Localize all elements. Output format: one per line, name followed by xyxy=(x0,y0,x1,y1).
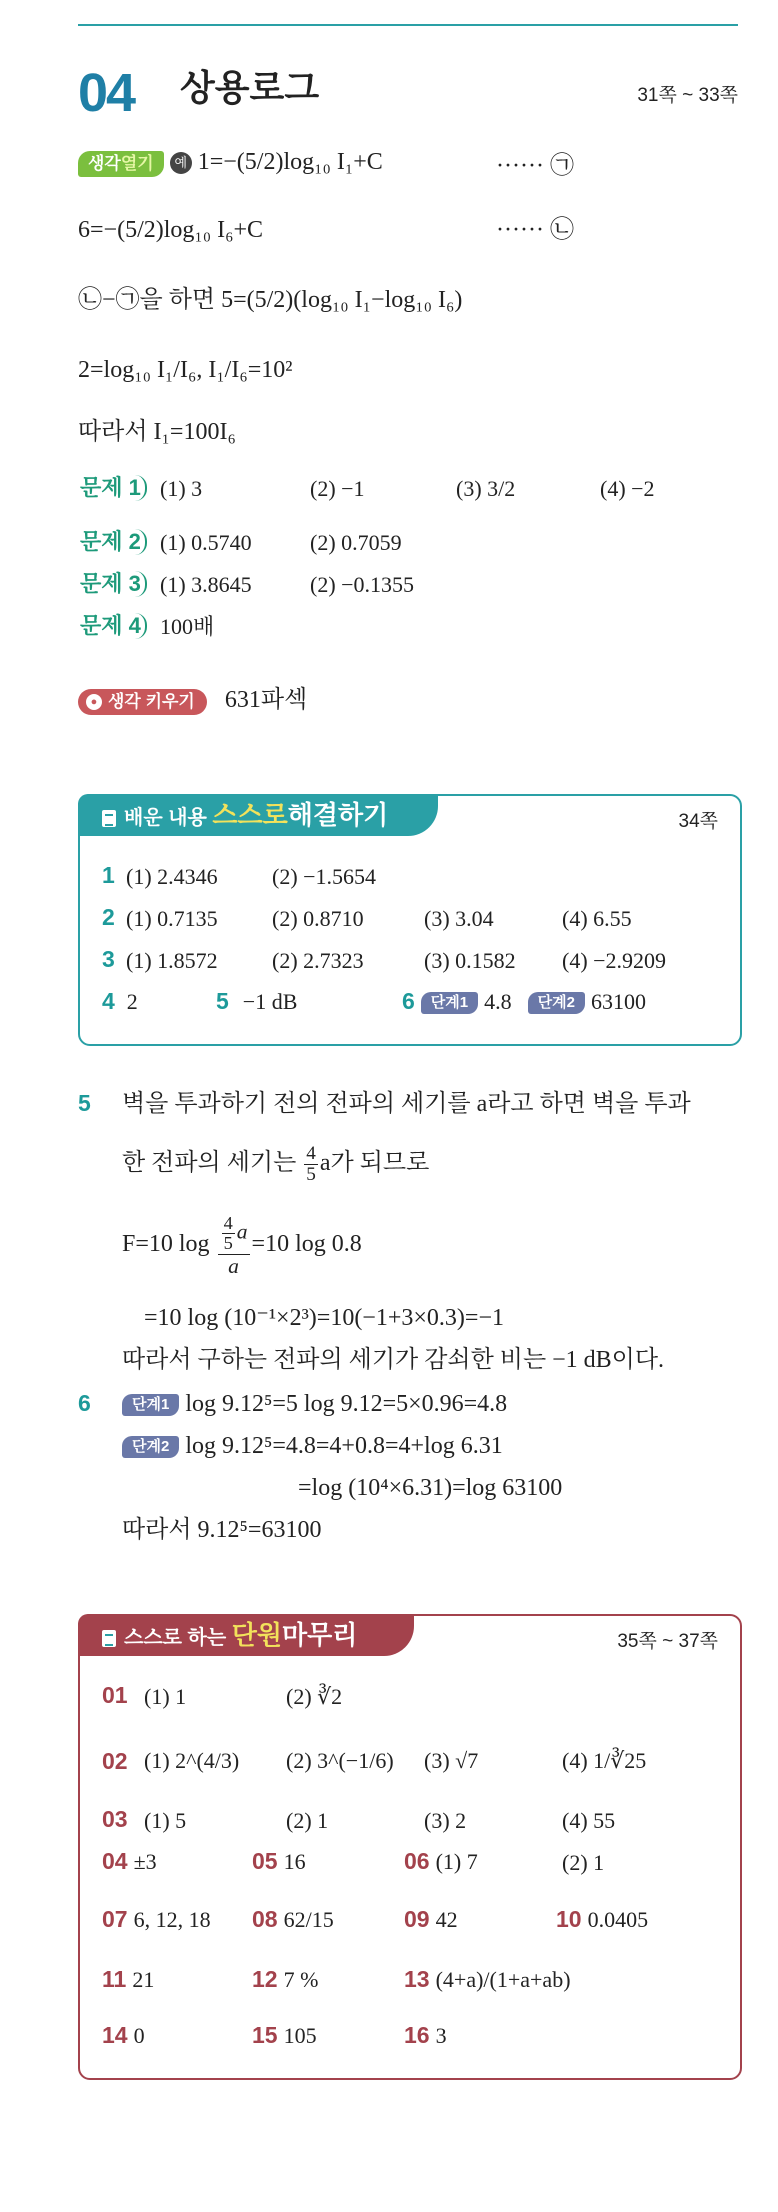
uf-13: 13 (4+a)/(1+a+ab) xyxy=(404,1966,571,1992)
exp6-step1-eq: log 9.12⁵=5 log 9.12=5×0.96=4.8 xyxy=(185,1391,508,1417)
eq1-mark: ······ ㉠ xyxy=(496,153,574,179)
problem-4-label: 문제 4 xyxy=(78,613,147,638)
self-solve-header: 배운 내용 스스로해결하기 xyxy=(78,794,438,836)
uf-03-a3: (3) 2 xyxy=(424,1808,467,1833)
exp5-conclusion: 따라서 구하는 전파의 세기가 감쇠한 비는 −1 dB이다. xyxy=(122,1347,665,1373)
ss-row-1: 1 xyxy=(102,862,115,888)
exp6-step2-eq2: =log (10⁴×6.31)=log 63100 xyxy=(298,1475,563,1501)
ss-row-3: 3 xyxy=(102,946,115,972)
problem-3-label: 문제 3 xyxy=(78,571,147,596)
exp6-step1-badge: 단계1 xyxy=(122,1394,179,1416)
exp6-step2-line xyxy=(122,1432,503,1461)
uf-08: 08 62/15 xyxy=(252,1906,334,1932)
document-icon xyxy=(102,1630,116,1647)
uf-02: 02 xyxy=(102,1748,128,1774)
p4-a1: 100배 xyxy=(160,614,215,639)
ss-q5-num: 5 xyxy=(216,988,229,1014)
ss-row-2: 2 xyxy=(102,904,115,930)
think-open-eq3-line xyxy=(78,286,462,315)
uf-10: 10 0.0405 xyxy=(556,1906,649,1932)
eq3: 5=(5/2)(log₁₀ I₁−log₁₀ I₆) xyxy=(221,287,463,313)
p1-a3: (3) 3/2 xyxy=(456,476,516,501)
uf-12: 12 7 % xyxy=(252,1966,319,1992)
eq2-mark: ······ ㉡ xyxy=(496,217,574,243)
ss-q5-ans: −1 dB xyxy=(242,989,298,1014)
think-open-eq4: 2=log₁₀ I₁/I₆, I₁/I₆=10² xyxy=(78,357,293,383)
uf-09: 09 42 xyxy=(404,1906,458,1932)
exp6-num: 6 xyxy=(78,1390,91,1416)
exp5-formula: F=10 log $\frac{4}{5}$ a a =10 log 0.8 xyxy=(122,1213,362,1278)
uf-11: 11 21 xyxy=(102,1966,155,1992)
ss-step2-ans: 63100 xyxy=(590,989,646,1014)
ss-3-a3: (3) 0.1582 xyxy=(424,948,516,973)
uf-02-a2: (2) 3^(−1/6) xyxy=(286,1748,394,1773)
uf-03-a4: (4) 55 xyxy=(562,1808,616,1833)
ss-3-a2: (2) 2.7323 xyxy=(272,948,364,973)
problem-1-row xyxy=(78,474,147,503)
uf-05: 05 16 xyxy=(252,1848,306,1874)
uf-03-a1: (1) 5 xyxy=(144,1808,187,1833)
ss-2-a3: (3) 3.04 xyxy=(424,906,494,931)
ss-step1-ans: 4.8 xyxy=(484,989,512,1014)
top-rule xyxy=(78,24,738,26)
problem-2-label: 문제 2 xyxy=(78,529,147,554)
think-open-eq1: 1=−(5/2)log₁₀ I₁+C xyxy=(197,149,383,175)
exp6-step2-eq: log 9.12⁵=4.8=4+0.8=4+log 6.31 xyxy=(185,1433,503,1459)
uf-02-a4: (4) 1/∛25 xyxy=(562,1748,647,1773)
ss-step1-badge: 단계1 xyxy=(421,992,478,1014)
self-solve-pages: 34쪽 xyxy=(678,811,718,832)
exp6-conclusion: 따라서 9.12⁵=63100 xyxy=(122,1517,322,1543)
ss-q6-num: 6 xyxy=(402,988,415,1014)
uf-02-a3: (3) √7 xyxy=(424,1748,479,1773)
unit-finish-header: 스스로 하는 단원마무리 xyxy=(78,1614,414,1656)
think-open-conclusion: 따라서 I₁=100I₆ xyxy=(78,419,236,445)
document-icon xyxy=(102,810,116,827)
think-open-eq1-line xyxy=(78,148,383,177)
think-grow-tag: ● 생각 키우기 xyxy=(78,689,207,715)
problem-4-row xyxy=(78,612,147,641)
ss-3-a1: (1) 1.8572 xyxy=(126,948,218,973)
section-title: 상용로그 xyxy=(180,67,320,108)
p1-a4: (4) −2 xyxy=(600,476,655,501)
problem-2-row xyxy=(78,528,147,557)
ss-3-a4: (4) −2.9209 xyxy=(562,948,667,973)
think-open-eq2: 6=−(5/2)log₁₀ I₆+C xyxy=(78,217,264,243)
uf-14: 14 0 xyxy=(102,2022,145,2048)
exp6-step2-badge: 단계2 xyxy=(122,1436,179,1458)
ss-q4-ans: 2 xyxy=(126,989,138,1014)
eq3-prefix: ㉡−㉠을 하면 xyxy=(78,287,216,313)
uf-03-a2: (2) 1 xyxy=(286,1808,329,1833)
p2-a1: (1) 0.5740 xyxy=(160,530,252,555)
section-number: 04 xyxy=(78,63,135,123)
uf-16: 16 3 xyxy=(404,2022,447,2048)
ss-2-a4: (4) 6.55 xyxy=(562,906,632,931)
uf-04: 04 ±3 xyxy=(102,1848,157,1874)
think-open-tag: 생각열기 xyxy=(78,151,164,177)
problem-3-row xyxy=(78,570,147,599)
ss-q4-num: 4 xyxy=(102,988,115,1014)
p3-a1: (1) 3.8645 xyxy=(160,572,252,597)
ss-q5 xyxy=(216,988,297,1017)
uf-02-a1: (1) 2^(4/3) xyxy=(144,1748,240,1773)
uf-15: 15 105 xyxy=(252,2022,317,2048)
ss-step2-badge: 단계2 xyxy=(528,992,585,1014)
ss-1-a2: (2) −1.5654 xyxy=(272,864,377,889)
think-grow-answer: 631파섹 xyxy=(224,687,308,713)
exp5-line2: 한 전파의 세기는 $\frac{4}{5}$ a가 되므로 xyxy=(122,1143,430,1186)
uf-03: 03 xyxy=(102,1806,128,1832)
bulb-icon: ● xyxy=(86,694,102,710)
exp5-formula2: =10 log (10⁻¹×2³)=10(−1+3×0.3)=−1 xyxy=(144,1305,504,1331)
ss-2-a1: (1) 0.7135 xyxy=(126,906,218,931)
uf-01-a1: (1) 1 xyxy=(144,1684,187,1709)
ss-row-4 xyxy=(102,988,138,1017)
p2-a2: (2) 0.7059 xyxy=(310,530,402,555)
p3-a2: (2) −0.1355 xyxy=(310,572,415,597)
uf-07: 07 6, 12, 18 xyxy=(102,1906,211,1932)
p1-a2: (2) −1 xyxy=(310,476,365,501)
ss-1-a1: (1) 2.4346 xyxy=(126,864,218,889)
ss-q6 xyxy=(402,988,646,1017)
exp6-step1-line xyxy=(122,1390,507,1419)
uf-06: 06 (1) 7 xyxy=(404,1848,478,1874)
uf-06-a2: (2) 1 xyxy=(562,1850,605,1875)
uf-01-a2: (2) ∛2 xyxy=(286,1684,343,1709)
section-pages: 31쪽 ~ 33쪽 xyxy=(637,85,738,106)
unit-finish-pages: 35쪽 ~ 37쪽 xyxy=(617,1631,718,1652)
exp5-line1: 벽을 투과하기 전의 전파의 세기를 a라고 하면 벽을 투과 xyxy=(122,1091,691,1117)
exp5-num: 5 xyxy=(78,1090,91,1116)
think-grow-row xyxy=(78,686,307,715)
example-badge: 예 xyxy=(170,152,192,174)
p1-a1: (1) 3 xyxy=(160,476,203,501)
uf-01: 01 xyxy=(102,1682,128,1708)
ss-2-a2: (2) 0.8710 xyxy=(272,906,364,931)
problem-1-label: 문제 1 xyxy=(78,475,147,500)
